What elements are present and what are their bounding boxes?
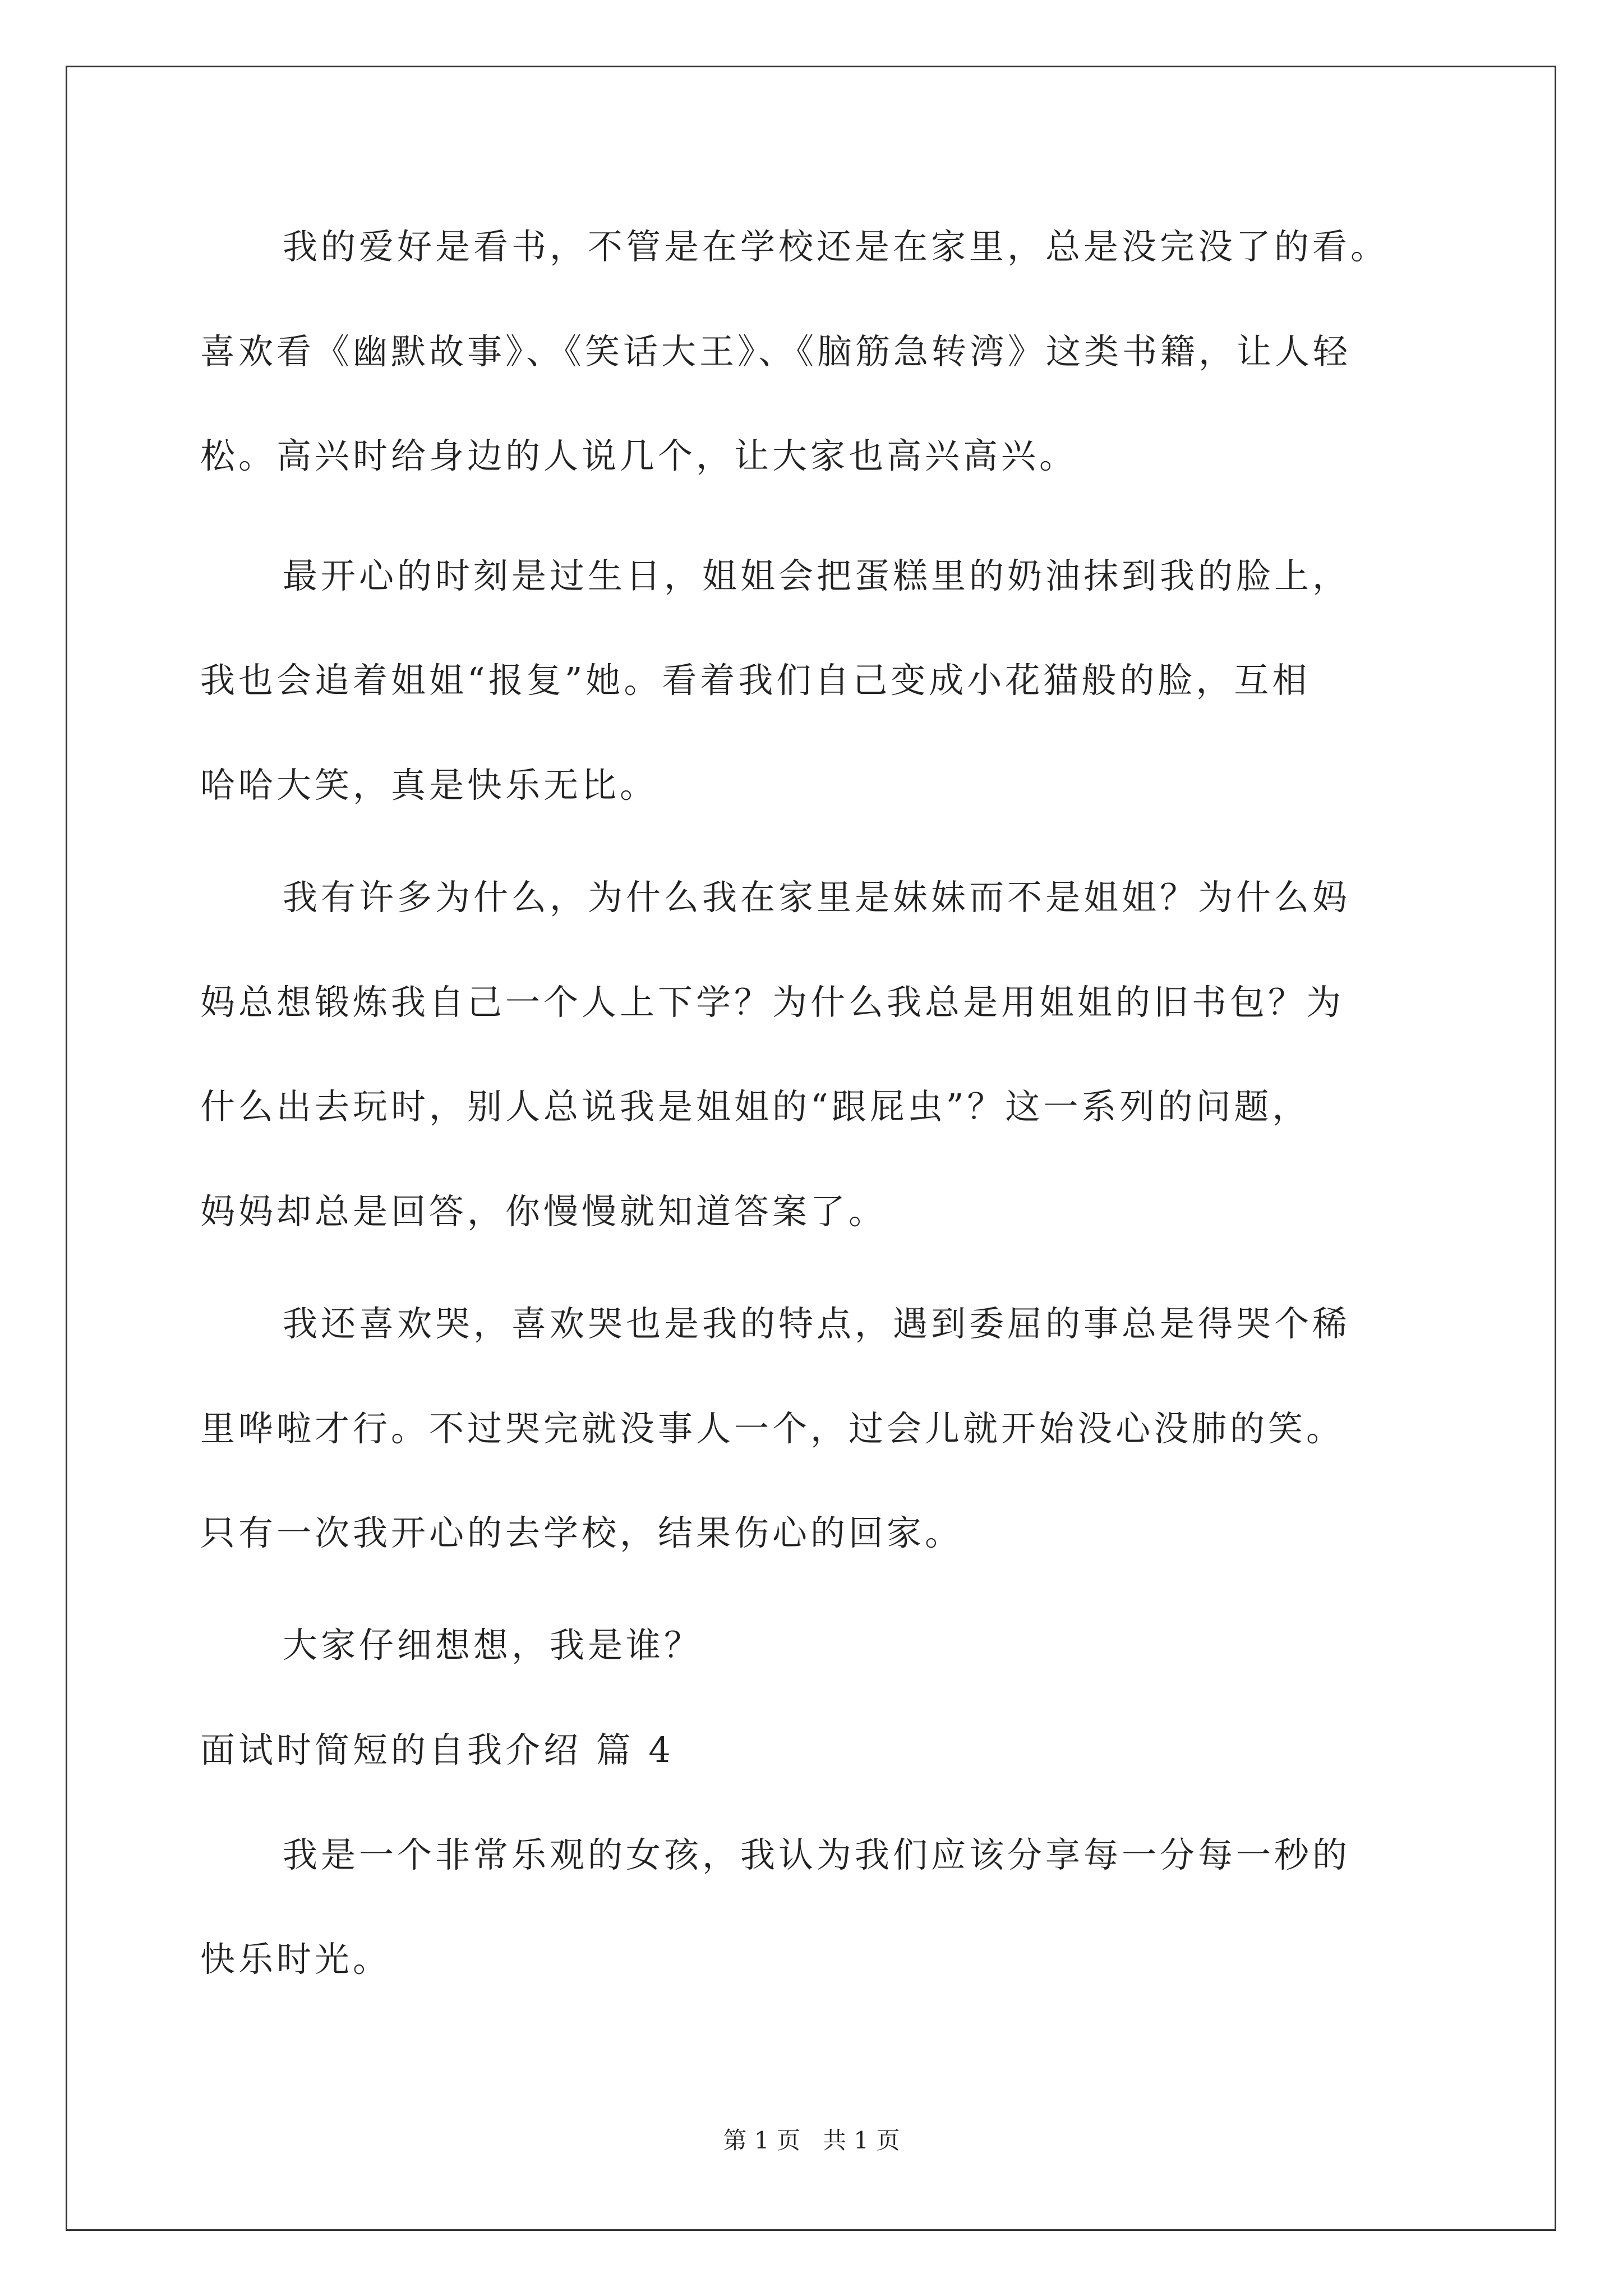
text-line: 我有许多为什么，为什么我在家里是妹妹而不是姐姐？为什么妈: [283, 877, 1351, 918]
text-line: 喜欢看《幽默故事》、《笑话大王》、《脑筋急转湾》这类书籍，让人轻: [200, 331, 1352, 372]
text-line: 最开心的时刻是过生日，姐姐会把蛋糕里的奶油抹到我的脸上，: [283, 555, 1351, 596]
text-line: 妈总想锻炼我自己一个人上下学？为什么我总是用姐姐的旧书包？为: [200, 982, 1345, 1023]
text-line: 只有一次我开心的去学校，结果伤心的回家。: [200, 1512, 963, 1553]
section-heading: 面试时简短的自我介绍 篇 4: [200, 1729, 674, 1770]
text-line: 里哗啦才行。不过哭完就没事人一个，过会儿就开始没心没肺的笑。: [200, 1408, 1345, 1449]
text-line: 大家仔细想想，我是谁？: [283, 1625, 703, 1665]
text-line: 松。高兴时给身边的人说几个，让大家也高兴高兴。: [200, 435, 1078, 476]
page-border: [66, 66, 1556, 2231]
text-line: 我还喜欢哭，喜欢哭也是我的特点，遇到委屈的事总是得哭个稀: [283, 1303, 1351, 1344]
text-line: 什么出去玩时，别人总说我是姐姐的“跟屁虫”？这一系列的问题，: [200, 1086, 1311, 1127]
text-line: 我也会追着姐姐“报复”她。看着我们自己变成小花猫般的脸，互相: [200, 660, 1311, 701]
text-line: 妈妈却总是回答，你慢慢就知道答案了。: [200, 1191, 887, 1232]
text-line: 我是一个非常乐观的女孩，我认为我们应该分享每一分每一秒的: [283, 1834, 1351, 1875]
page-number-footer: 第 1 页 共 1 页: [723, 2127, 900, 2154]
text-line: 我的爱好是看书，不管是在学校还是在家里，总是没完没了的看。: [283, 226, 1389, 267]
text-line: 快乐时光。: [200, 1939, 391, 1980]
text-line: 哈哈大笑，真是快乐无比。: [200, 765, 658, 806]
